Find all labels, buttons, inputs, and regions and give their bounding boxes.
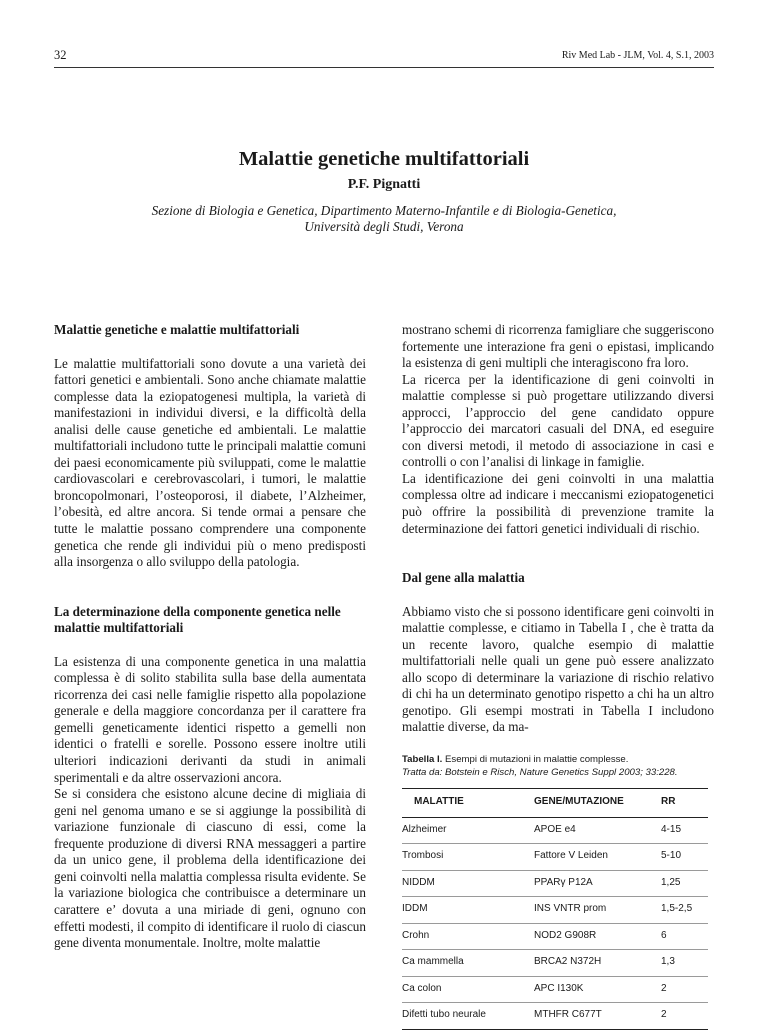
table-cell: NIDDM bbox=[402, 870, 534, 897]
table-cell: Difetti tubo neurale bbox=[402, 1003, 534, 1030]
table-caption-label: Tabella I. bbox=[402, 754, 443, 766]
table-cell: 1,3 bbox=[661, 950, 708, 977]
paragraph: Abbiamo visto che si possono identificare geni coinvolti in malattie complesse, e citiamo in Tabella I , che è tratta da un recente lavoro, qualche esempio di malattie multifattoriali nelle quali un gene può essere analizzato allo scopo di determinare la variazione di rischio relativo di chi ha un determinato genotipo rispetto a chi ha un altro genotipo. Gli esempi mostrati in Tabella I includono malattie diverse, da ma- bbox=[402, 603, 714, 735]
section-heading-1: Malattie genetiche e malattie multifattoriali bbox=[54, 322, 300, 337]
table-cell: 5-10 bbox=[661, 844, 708, 871]
affiliation bbox=[54, 203, 714, 235]
paragraph: La esistenza di una componente genetica in una malattia complessa è di solito stabilita sulla base della aumentata ricorrenza dei casi nelle famiglie rispetto alla popolazione generale e della maggiore concordanza per il carattere fra gemelli geneticamente identici rispetto a gemelli non identici o fratelli e sorelle. Possono essere inoltre utili ulteriori indicazioni derivanti da studi in animali sperimentali e da altre osservazioni ancora. bbox=[54, 653, 366, 785]
table-row bbox=[402, 950, 708, 977]
table-row bbox=[402, 817, 708, 844]
table-cell: APC I130K bbox=[534, 976, 661, 1003]
table-header-row bbox=[402, 789, 708, 818]
table-cell: INS VNTR prom bbox=[534, 897, 661, 924]
table-cell: 1,5-2,5 bbox=[661, 897, 708, 924]
paragraph: mostrano schemi di ricorrenza famigliare che suggeriscono fortemente une interazione fra geni o epistasi, implicando la esistenza di geni multipli che interagiscono fra loro. bbox=[402, 322, 714, 371]
table-row bbox=[402, 897, 708, 924]
table-cell: 2 bbox=[661, 1003, 708, 1030]
table-row bbox=[402, 923, 708, 950]
table-cell: Ca colon bbox=[402, 976, 534, 1003]
author: P.F. Pignatti bbox=[347, 177, 421, 192]
table-row bbox=[402, 976, 708, 1003]
table-cell: IDDM bbox=[402, 897, 534, 924]
table-caption bbox=[402, 753, 714, 779]
table-cell: Trombosi bbox=[402, 844, 534, 871]
header-rule bbox=[54, 67, 714, 68]
left-column bbox=[54, 322, 366, 952]
table-cell: 4-15 bbox=[661, 817, 708, 844]
section-heading-2: La determinazione della componente genetica nelle malattie multifattoriali bbox=[54, 603, 341, 636]
table-cell: 6 bbox=[661, 923, 708, 950]
table-caption-source: Tratta da: Botstein e Risch, Nature Genetics Suppl 2003; 33:228. bbox=[402, 767, 678, 779]
section-heading-3: Dal gene alla malattia bbox=[402, 570, 525, 586]
article-title: Malattie genetiche multifattoriali bbox=[238, 148, 530, 170]
table-row bbox=[402, 870, 708, 897]
table-cell: Fattore V Leiden bbox=[534, 844, 661, 871]
paragraph: La ricerca per la identificazione di geni coinvolti in malattie complesse si può progettare utilizzando diversi approcci, l’approccio del gene candidato oppure l’approccio dei marcatori casuali del DNA, ed eseguire con diversi metodi, il metodo di associazione in casi e controlli o con l’analisi di linkage in famiglie. bbox=[402, 371, 714, 470]
page-number: 32 bbox=[54, 48, 67, 62]
table-row bbox=[402, 844, 708, 871]
running-head: Riv Med Lab - JLM, Vol. 4, S.1, 2003 bbox=[561, 50, 714, 61]
table-caption-text: Esempi di mutazioni in malattie complesse. bbox=[442, 754, 629, 766]
column-header-rr: RR bbox=[661, 789, 708, 818]
table-cell: PPARγ P12A bbox=[534, 870, 661, 897]
paragraph: Se si considera che esistono alcune decine di migliaia di geni nel genoma umano e se si aggiunge la possibilità di variazione funzionale di ciascuno di essi, come la frequente produzione di diversi RNA messaggeri a partire da un unico gene, il problema della identificazione dei geni coinvolti nella malattia complessa risulta evidente. Se la variazione biologica che contribuisce a determinare un carattere e’ dovuta a una miriade di geni, ognuno con effetti modesti, il compito di identificare il ruolo di ciascun gene diventa monumentale. Inoltre, molte malattie bbox=[54, 786, 366, 951]
column-header-malattie: MALATTIE bbox=[402, 789, 534, 818]
affiliation-line-1: Sezione di Biologia e Genetica, Dipartimento Materno-Infantile e di Biologia-Genetica, bbox=[151, 203, 617, 218]
affiliation-line-2: Università degli Studi, Verona bbox=[304, 219, 464, 234]
table-cell: BRCA2 N372H bbox=[534, 950, 661, 977]
table-cell: Alzheimer bbox=[402, 817, 534, 844]
table-cell: Crohn bbox=[402, 923, 534, 950]
table-cell: APOE e4 bbox=[534, 817, 661, 844]
table-cell: NOD2 G908R bbox=[534, 923, 661, 950]
paragraph: La identificazione dei geni coinvolti in una malattia complessa oltre ad indicare i meccanismi eziopatogenetici può offrire la possibilità di prevenzione tramite la determinazione dei fattori genetici individuali di rischio. bbox=[402, 470, 714, 536]
table-cell: MTHFR C677T bbox=[534, 1003, 661, 1030]
table-cell: 2 bbox=[661, 976, 708, 1003]
table-row bbox=[402, 1003, 708, 1030]
paragraph: Le malattie multifattoriali sono dovute a una varietà dei fattori genetici e ambientali. Sono anche chiamate malattie complesse data la eziopatogenesi multipla, la varietà di manifestazioni in individui diversi, e la difficoltà della analisi delle cause genetiche ed ambientali. Le malattie multifattoriali includono tutte le principali malattie comuni dei paesi economicamente più sviluppati, come le malattie cardiovascolari e cerebrovascolari, i tumori, le malattie broncopolmonari, l’osteoporosi, il diabete, l’Alzheimer, l’obesità, ed altre ancora. Si tende ormai a pensare che tutte le malattie possano comprendere una componente genetica che rende gli individui più o meno predisposti alla insorgenza o allo sviluppo della patologia. bbox=[54, 355, 366, 570]
table-cell: 1,25 bbox=[661, 870, 708, 897]
column-header-gene: GENE/MUTAZIONE bbox=[534, 789, 661, 818]
right-column bbox=[402, 322, 714, 1030]
table-cell: Ca mammella bbox=[402, 950, 534, 977]
